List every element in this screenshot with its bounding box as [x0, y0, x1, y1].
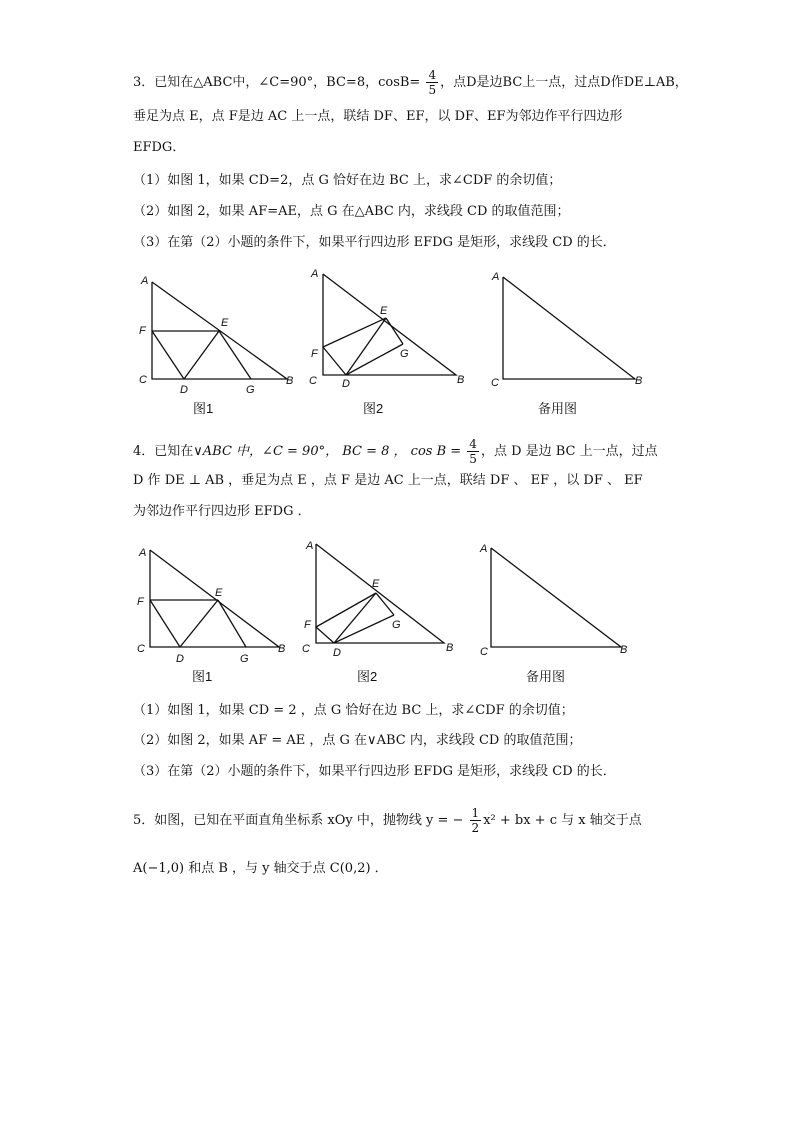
q4-frac-den: 5	[469, 452, 477, 466]
label-c: C	[480, 646, 488, 658]
q3-figure-1	[139, 275, 293, 416]
label-b: B	[635, 375, 643, 387]
label-f: F	[137, 596, 144, 608]
q4-part2	[133, 732, 581, 750]
label-c: C	[491, 377, 499, 389]
segment-dg	[346, 344, 403, 375]
label-f: F	[304, 619, 311, 631]
label-a: A	[306, 540, 314, 552]
caption-fig2: 图2	[363, 401, 384, 416]
q5-frac-den: 2	[471, 821, 480, 835]
q3-line3: EFDG．	[133, 140, 186, 155]
q4-part3: （3）在第（2）小题的条件下，如果平行四边形 EFDG 是矩形，求线段 CD 的长．	[133, 764, 616, 779]
label-d: D	[333, 647, 341, 659]
q4-text-b: ABC 中，∠C = 90°， BC = 8 ， cos B =	[202, 444, 462, 459]
label-b: B	[620, 644, 628, 656]
segment-fd	[150, 600, 180, 647]
label-c: C	[137, 643, 145, 655]
caption-fig1: 图1	[193, 401, 214, 416]
triangle-abc	[316, 544, 444, 643]
q4-fraction	[467, 437, 479, 466]
q3-part3: （3）在第（2）小题的条件下，如果平行四边形 EFDG 是矩形，求线段 CD 的长．	[133, 235, 616, 250]
q3-figure-spare	[491, 271, 642, 416]
q4-text-a: 4．已知在	[133, 444, 194, 459]
label-g: G	[246, 384, 255, 396]
q5-line2: A(−1,0) 和点 B ，与 y 轴交于点 C(0,2) ．	[133, 861, 388, 876]
q4-figures	[130, 534, 670, 696]
q3-text-a: 3．已知在	[133, 75, 194, 90]
q4-figure-svg	[130, 534, 670, 692]
q4-part2-b: ABC 内，求线段 CD 的取值范围；	[376, 733, 582, 748]
q4-part1: （1）如图 1，如果 CD = 2 ，点 G 恰好在边 BC 上，求∠CDF 的余切值；	[133, 703, 574, 718]
q4-line2: D 作 DE ⊥ AB ，垂足为点 E ，点 F 是边 AC 上一点，联结 DF 、 EF ，以 DF 、 EF	[133, 473, 643, 488]
segment-fd	[152, 331, 184, 379]
q5-frac-num: 1	[471, 806, 480, 820]
label-e: E	[372, 578, 380, 590]
q3-text-c: ，点D是边BC上一点，过点D作DE⊥AB，	[440, 75, 688, 90]
label-c: C	[309, 375, 317, 387]
label-d: D	[176, 653, 184, 665]
caption-spare: 备用图	[526, 669, 566, 684]
label-f: F	[139, 325, 146, 337]
label-e: E	[215, 587, 223, 599]
label-d: D	[180, 384, 188, 396]
q3-line2: 垂足为点 E，点 F是边 AC 上一点，联结 DF、EF，以 DF、EF为邻边作平行四边形	[133, 109, 623, 124]
q3-line1	[133, 68, 688, 97]
q5-text-a: 5．如图，已知在平面直角坐标系 xOy 中，抛物线 y = −	[133, 813, 464, 828]
q3-frac-den: 5	[428, 83, 437, 97]
q3-fraction	[426, 68, 438, 97]
label-b: B	[286, 375, 294, 387]
triangle-abc	[503, 277, 635, 379]
q4-figure-spare	[479, 543, 627, 684]
segment-de	[180, 600, 218, 647]
caption-fig2: 图2	[357, 669, 378, 684]
triangle-symbol: △	[193, 75, 204, 90]
q3-figures	[130, 262, 670, 424]
triangle-abc	[491, 548, 621, 647]
segment-eg	[386, 318, 403, 344]
segment-eg	[376, 593, 394, 615]
segment-eg	[219, 331, 251, 379]
q4-line1	[133, 437, 658, 466]
segment-fe	[316, 593, 376, 627]
caption-fig1: 图1	[192, 669, 213, 684]
triangle-symbol: ∨	[367, 733, 377, 748]
label-g: G	[392, 619, 401, 631]
q3-part1: （1）如图 1，如果 CD=2，点 G 恰好在边 BC 上，求∠CDF 的余切值；	[133, 173, 562, 188]
q3-figure-2	[309, 268, 464, 416]
q4-frac-num: 4	[469, 437, 477, 451]
label-d: D	[342, 378, 350, 390]
label-e: E	[380, 305, 388, 317]
label-g: G	[240, 653, 249, 665]
segment-fd	[316, 627, 334, 643]
q5-text-b: x² + bx + c 与 x 轴交于点	[483, 813, 642, 828]
label-b: B	[457, 374, 465, 386]
label-a: A	[480, 543, 488, 555]
q3-frac-num: 4	[428, 68, 437, 82]
label-b: B	[446, 642, 454, 654]
label-f: F	[311, 348, 318, 360]
q4-figure-1	[137, 547, 285, 684]
label-b: B	[278, 643, 286, 655]
caption-spare: 备用图	[538, 401, 578, 416]
segment-de	[184, 331, 219, 379]
label-a: A	[139, 547, 147, 559]
label-a: A	[141, 275, 149, 287]
q3-part2: （2）如图 2，如果 AF=AE，点 G 在△ABC 内，求线段 CD 的取值范围；	[133, 204, 570, 219]
segment-eg	[218, 600, 246, 647]
q5-fraction	[470, 806, 482, 835]
label-a: A	[311, 268, 319, 280]
q3-text-b: ABC中，∠C=90°，BC=8，cosB=	[203, 75, 421, 90]
q3-figure-svg	[130, 262, 670, 420]
label-c: C	[139, 374, 147, 386]
segment-dg	[334, 615, 394, 643]
triangle-symbol: ∨	[193, 444, 203, 459]
label-e: E	[221, 317, 229, 329]
q4-line3: 为邻边作平行四边形 EFDG ．	[133, 504, 311, 519]
q5-line1	[133, 806, 642, 835]
segment-de	[334, 593, 376, 643]
q4-figure-2	[302, 540, 453, 684]
label-c: C	[302, 643, 310, 655]
segment-fd	[323, 347, 346, 375]
label-g: G	[400, 348, 409, 360]
label-a: A	[492, 271, 500, 283]
q4-part2-a: （2）如图 2，如果 AF = AE ，点 G 在	[133, 733, 368, 748]
q4-text-c: ，点 D 是边 BC 上一点，过点	[480, 444, 658, 459]
